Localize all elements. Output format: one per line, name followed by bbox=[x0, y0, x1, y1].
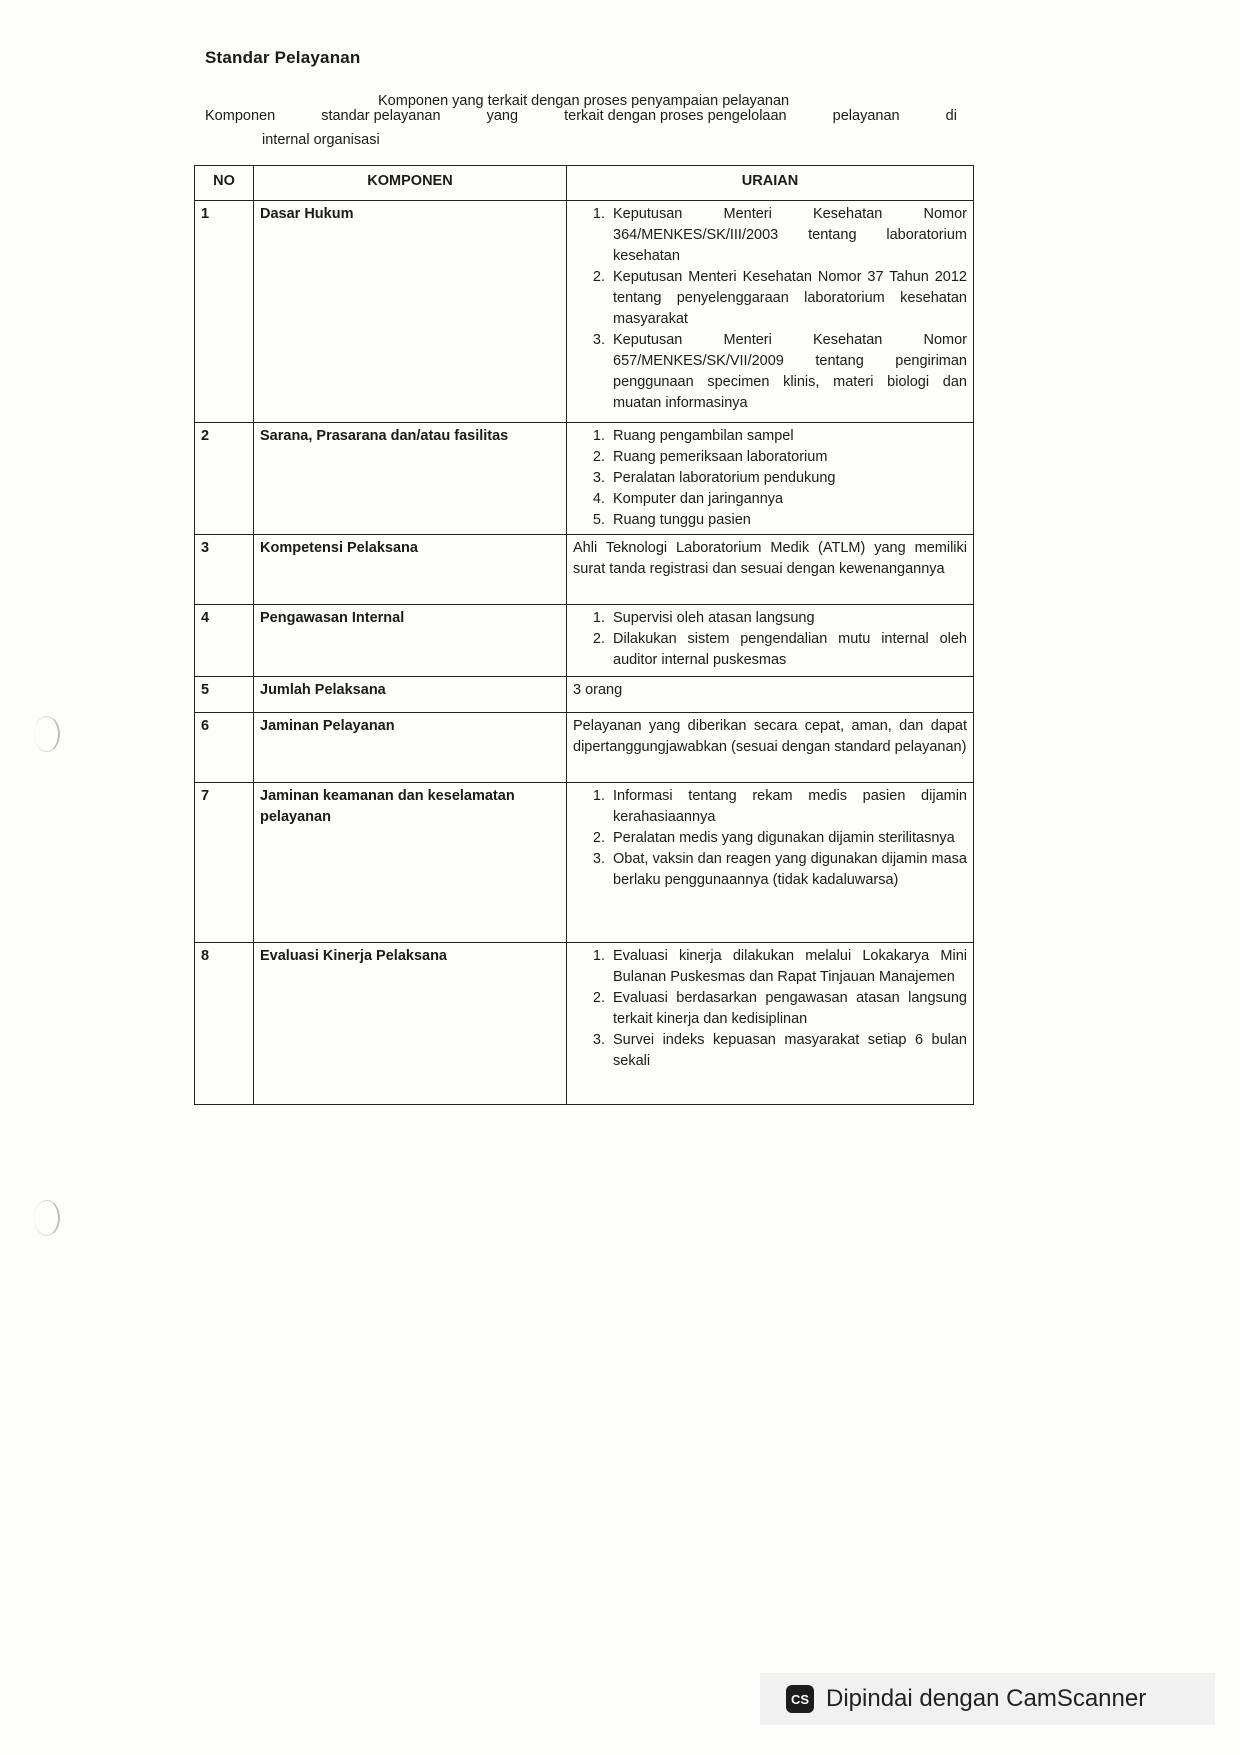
scanner-watermark bbox=[760, 1673, 1215, 1725]
row-number: 3 bbox=[195, 535, 254, 605]
list-item: 1. Informasi tentang rekam medis pasien dijamin kerahasiaannya bbox=[609, 786, 967, 828]
intro-line-2 bbox=[205, 108, 957, 124]
scanner-watermark-text: Dipindai dengan CamScanner bbox=[826, 1685, 1147, 1712]
header-uraian: URAIAN bbox=[567, 166, 974, 201]
row-komponen: Jaminan keamanan dan keselamatan pelayanan bbox=[254, 783, 567, 943]
document-title: Standar Pelayanan bbox=[205, 48, 361, 67]
row-komponen: Jumlah Pelaksana bbox=[254, 677, 567, 713]
row-number: 4 bbox=[195, 605, 254, 677]
list-item: 1. Evaluasi kinerja dilakukan melalui Lokakarya Mini Bulanan Puskesmas dan Rapat Tinjauan Manajemen bbox=[609, 946, 967, 988]
table-row bbox=[195, 713, 974, 783]
row-uraian bbox=[567, 943, 974, 1105]
list-item: 4. Komputer dan jaringannya bbox=[609, 489, 967, 510]
intro-word: pelayanan bbox=[832, 108, 900, 124]
row-komponen: Evaluasi Kinerja Pelaksana bbox=[254, 943, 567, 1105]
row-komponen: Jaminan Pelayanan bbox=[254, 713, 567, 783]
table-row bbox=[195, 201, 974, 423]
row-uraian bbox=[567, 423, 974, 535]
table-row bbox=[195, 605, 974, 677]
uraian-text: Pelayanan yang diberikan secara cepat, aman, dan dapat dipertanggungjawabkan (sesuai dengan standard pelayanan) bbox=[573, 718, 967, 756]
row-komponen: Sarana, Prasarana dan/atau fasilitas bbox=[254, 423, 567, 535]
uraian-list bbox=[573, 426, 967, 531]
row-number: 1 bbox=[195, 201, 254, 423]
list-item: 1. Supervisi oleh atasan langsung bbox=[609, 608, 967, 629]
camscanner-logo-icon: CS bbox=[786, 1685, 814, 1713]
table-body bbox=[195, 201, 974, 1105]
row-number: 7 bbox=[195, 783, 254, 943]
row-komponen: Pengawasan Internal bbox=[254, 605, 567, 677]
list-item: 5. Ruang tunggu pasien bbox=[609, 510, 967, 531]
table-header-row bbox=[195, 166, 974, 201]
row-number: 8 bbox=[195, 943, 254, 1105]
uraian-list bbox=[573, 946, 967, 1072]
row-komponen: Dasar Hukum bbox=[254, 201, 567, 423]
intro-word: terkait dengan proses pengelolaan bbox=[564, 108, 787, 124]
list-item: 2. Peralatan medis yang digunakan dijamin sterilitasnya bbox=[609, 828, 967, 849]
list-item: 1. Keputusan Menteri Kesehatan Nomor 364/MENKES/SK/III/2003 tentang laboratorium kesehatan bbox=[609, 204, 967, 267]
intro-line-1: Komponen yang terkait dengan proses penyampaian pelayanan bbox=[378, 93, 790, 109]
list-item: 2. Dilakukan sistem pengendalian mutu internal oleh auditor internal puskesmas bbox=[609, 629, 967, 671]
list-item: 1. Ruang pengambilan sampel bbox=[609, 426, 967, 447]
list-item: 3. Keputusan Menteri Kesehatan Nomor 657/MENKES/SK/VII/2009 tentang pengiriman penggunaan specimen klinis, materi biologi dan muatan informasinya bbox=[609, 330, 967, 414]
row-uraian bbox=[567, 201, 974, 423]
table-row bbox=[195, 423, 974, 535]
uraian-list bbox=[573, 786, 967, 891]
intro-word: standar pelayanan bbox=[321, 108, 441, 124]
row-uraian bbox=[567, 713, 974, 783]
row-komponen: Kompetensi Pelaksana bbox=[254, 535, 567, 605]
list-item: 2. Ruang pemeriksaan laboratorium bbox=[609, 447, 967, 468]
table-row bbox=[195, 943, 974, 1105]
row-uraian bbox=[567, 605, 974, 677]
list-item: 2. Keputusan Menteri Kesehatan Nomor 37 Tahun 2012 tentang penyelenggaraan laboratorium kesehatan masyarakat bbox=[609, 267, 967, 330]
row-uraian bbox=[567, 783, 974, 943]
list-item: 3. Survei indeks kepuasan masyarakat setiap 6 bulan sekali bbox=[609, 1030, 967, 1072]
punch-hole-mark bbox=[34, 716, 60, 752]
punch-hole-mark bbox=[34, 1200, 60, 1236]
intro-word: di bbox=[945, 108, 957, 124]
row-number: 5 bbox=[195, 677, 254, 713]
list-item: 2. Evaluasi berdasarkan pengawasan atasan langsung terkait kinerja dan kedisiplinan bbox=[609, 988, 967, 1030]
uraian-list bbox=[573, 608, 967, 671]
row-uraian bbox=[567, 677, 974, 713]
table-row bbox=[195, 677, 974, 713]
row-number: 2 bbox=[195, 423, 254, 535]
uraian-text: Ahli Teknologi Laboratorium Medik (ATLM) yang memiliki surat tanda registrasi dan sesuai dengan kewenangannya bbox=[573, 540, 967, 578]
header-no: NO bbox=[195, 166, 254, 201]
standard-table bbox=[194, 165, 974, 1105]
list-item: 3. Peralatan laboratorium pendukung bbox=[609, 468, 967, 489]
uraian-list bbox=[573, 204, 967, 414]
intro-word: Komponen bbox=[205, 108, 276, 124]
uraian-text: 3 orang bbox=[573, 682, 623, 699]
row-uraian bbox=[567, 535, 974, 605]
intro-word: yang bbox=[486, 108, 519, 124]
header-komponen: KOMPONEN bbox=[254, 166, 567, 201]
row-number: 6 bbox=[195, 713, 254, 783]
table-row bbox=[195, 535, 974, 605]
intro-line-3: internal organisasi bbox=[262, 132, 380, 148]
table-row bbox=[195, 783, 974, 943]
list-item: 3. Obat, vaksin dan reagen yang digunakan dijamin masa berlaku penggunaannya (tidak kadaluwarsa) bbox=[609, 849, 967, 891]
